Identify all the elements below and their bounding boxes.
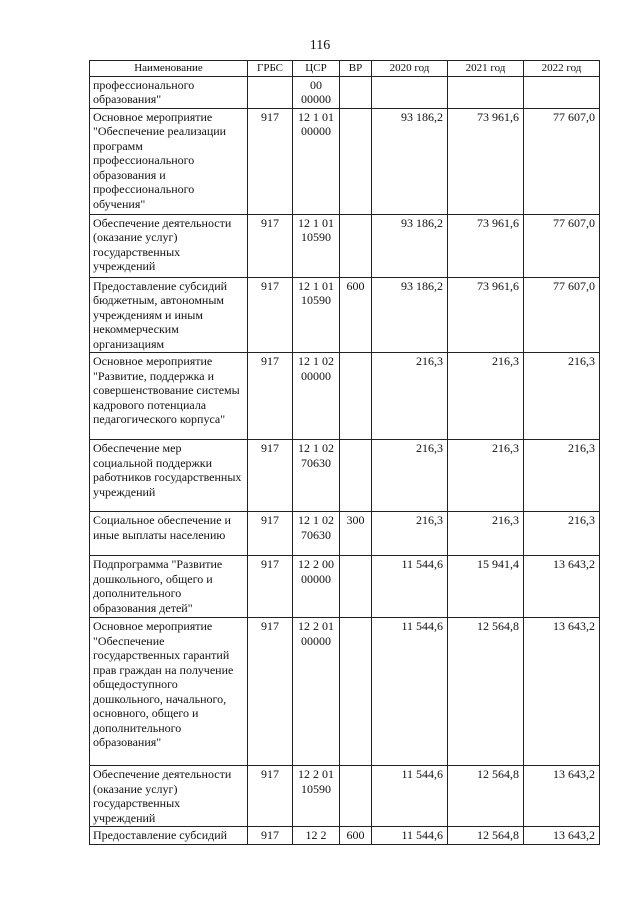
- row-vr-cell: 300: [340, 512, 372, 556]
- row-2022-cell: 216,3: [524, 353, 600, 440]
- table-row: [90, 512, 600, 556]
- row-csr-cell: 12 1 01 00000: [293, 108, 340, 214]
- table-header-row: [90, 61, 600, 77]
- row-name-cell: профессионального образования": [90, 76, 248, 108]
- row-2020-cell: 11 544,6: [372, 766, 448, 827]
- column-header-2021: 2021 год: [448, 61, 524, 77]
- table-row: [90, 440, 600, 512]
- row-2020-cell: 216,3: [372, 512, 448, 556]
- row-name-cell: Предоставление субсидий бюджетным, автономным учреждениям и иным некоммерческим организациям: [90, 277, 248, 353]
- row-2022-cell: 77 607,0: [524, 108, 600, 214]
- row-vr-cell: [340, 108, 372, 214]
- column-header-vr: ВР: [340, 61, 372, 77]
- row-2020-cell: 216,3: [372, 353, 448, 440]
- row-grbs-cell: 917: [248, 556, 293, 618]
- row-2022-cell: 13 643,2: [524, 618, 600, 766]
- row-grbs-cell: 917: [248, 827, 293, 845]
- row-grbs-cell: 917: [248, 277, 293, 353]
- row-grbs-cell: 917: [248, 440, 293, 512]
- row-name-cell: Обеспечение мер социальной поддержки работников государственных учреждений: [90, 440, 248, 512]
- row-2020-cell: 93 186,2: [372, 277, 448, 353]
- row-2021-cell: 216,3: [448, 440, 524, 512]
- table-row: [90, 108, 600, 214]
- row-name-cell: Основное мероприятие "Обеспечение государственных гарантий прав граждан на получение общедоступного дошкольного, начального, основного, общего и дополнительного образования": [90, 618, 248, 766]
- row-name-cell: Подпрограмма "Развитие дошкольного, общего и дополнительного образования детей": [90, 556, 248, 618]
- row-vr-cell: [340, 440, 372, 512]
- column-header-2020: 2020 год: [372, 61, 448, 77]
- row-name-cell: Предоставление субсидий: [90, 827, 248, 845]
- row-grbs-cell: 917: [248, 214, 293, 277]
- row-2022-cell: 13 643,2: [524, 556, 600, 618]
- row-grbs-cell: 917: [248, 618, 293, 766]
- row-vr-cell: [340, 214, 372, 277]
- row-csr-cell: 12 2 01 10590: [293, 766, 340, 827]
- row-name-cell: Основное мероприятие "Обеспечение реализации программ профессионального образования и профессионального обучения": [90, 108, 248, 214]
- row-name-cell: Обеспечение деятельности (оказание услуг) государственных учреждений: [90, 214, 248, 277]
- row-2020-cell: 11 544,6: [372, 827, 448, 845]
- table-row: [90, 277, 600, 353]
- row-2021-cell: 15 941,4: [448, 556, 524, 618]
- row-csr-cell: 00 00000: [293, 76, 340, 108]
- row-vr-cell: [340, 618, 372, 766]
- row-grbs-cell: 917: [248, 108, 293, 214]
- row-grbs-cell: 917: [248, 512, 293, 556]
- row-vr-cell: [340, 76, 372, 108]
- row-vr-cell: [340, 556, 372, 618]
- table-row: [90, 556, 600, 618]
- page-number: 116: [309, 38, 331, 53]
- row-2021-cell: 73 961,6: [448, 108, 524, 214]
- row-2020-cell: [372, 76, 448, 108]
- column-header-grbs: ГРБС: [248, 61, 293, 77]
- row-vr-cell: 600: [340, 277, 372, 353]
- row-csr-cell: 12 2 01 00000: [293, 618, 340, 766]
- row-grbs-cell: 917: [248, 766, 293, 827]
- table-row: [90, 618, 600, 766]
- row-vr-cell: [340, 766, 372, 827]
- column-header-2022: 2022 год: [524, 61, 600, 77]
- row-csr-cell: 12 2: [293, 827, 340, 845]
- row-2021-cell: 12 564,8: [448, 766, 524, 827]
- row-2021-cell: 216,3: [448, 512, 524, 556]
- row-name-cell: Социальное обеспечение и иные выплаты населению: [90, 512, 248, 556]
- row-2020-cell: 216,3: [372, 440, 448, 512]
- row-2022-cell: [524, 76, 600, 108]
- row-2022-cell: 77 607,0: [524, 214, 600, 277]
- row-2022-cell: 216,3: [524, 440, 600, 512]
- row-2020-cell: 93 186,2: [372, 214, 448, 277]
- row-csr-cell: 12 2 00 00000: [293, 556, 340, 618]
- budget-table: [89, 60, 600, 845]
- row-2021-cell: [448, 76, 524, 108]
- row-grbs-cell: [248, 76, 293, 108]
- row-csr-cell: 12 1 01 10590: [293, 277, 340, 353]
- row-2020-cell: 11 544,6: [372, 618, 448, 766]
- row-2022-cell: 13 643,2: [524, 827, 600, 845]
- row-2021-cell: 12 564,8: [448, 618, 524, 766]
- row-csr-cell: 12 1 02 00000: [293, 353, 340, 440]
- table-row: [90, 214, 600, 277]
- row-csr-cell: 12 1 01 10590: [293, 214, 340, 277]
- row-2021-cell: 12 564,8: [448, 827, 524, 845]
- column-header-name: Наименование: [90, 61, 248, 77]
- row-name-cell: Основное мероприятие "Развитие, поддержка и совершенствование системы кадрового потенциала педагогического корпуса": [90, 353, 248, 440]
- column-header-csr: ЦСР: [293, 61, 340, 77]
- row-csr-cell: 12 1 02 70630: [293, 512, 340, 556]
- row-name-cell: Обеспечение деятельности (оказание услуг) государственных учреждений: [90, 766, 248, 827]
- row-2022-cell: 13 643,2: [524, 766, 600, 827]
- row-2021-cell: 73 961,6: [448, 277, 524, 353]
- row-2021-cell: 216,3: [448, 353, 524, 440]
- row-2022-cell: 216,3: [524, 512, 600, 556]
- row-2020-cell: 93 186,2: [372, 108, 448, 214]
- table-row: [90, 353, 600, 440]
- row-2021-cell: 73 961,6: [448, 214, 524, 277]
- table-row: [90, 76, 600, 108]
- row-vr-cell: 600: [340, 827, 372, 845]
- row-csr-cell: 12 1 02 70630: [293, 440, 340, 512]
- row-grbs-cell: 917: [248, 353, 293, 440]
- row-2022-cell: 77 607,0: [524, 277, 600, 353]
- table-row: [90, 766, 600, 827]
- row-vr-cell: [340, 353, 372, 440]
- table-row: [90, 827, 600, 845]
- row-2020-cell: 11 544,6: [372, 556, 448, 618]
